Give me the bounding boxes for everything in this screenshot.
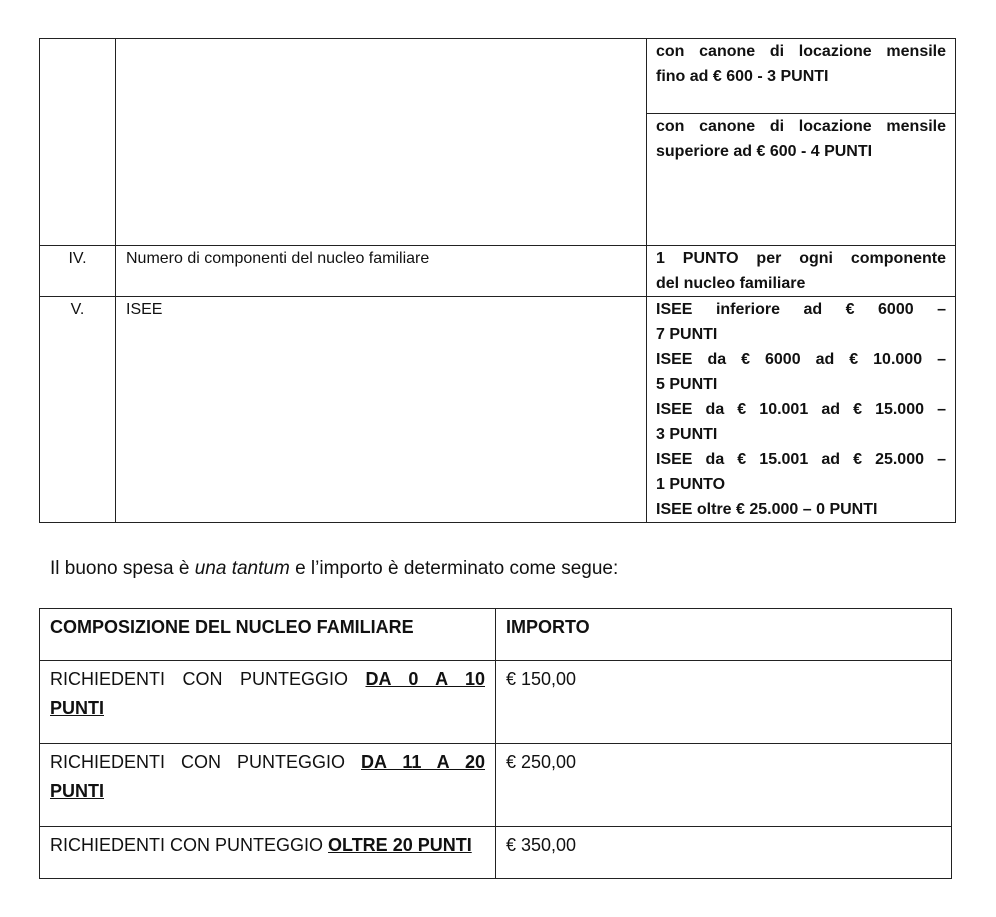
intro-text: e l’importo è determinato come segue: [289, 558, 619, 579]
points-line: ISEE inferiore ad € 6000 – [656, 301, 946, 318]
points-line: ISEE da € 15.001 ad € 25.000 – [656, 451, 946, 468]
row-label-cell [116, 39, 647, 246]
points-line: fino ad € 600 - 3 PUNTI [656, 68, 829, 85]
score-range: OLTRE 20 PUNTI [328, 835, 472, 855]
points-cell [647, 114, 956, 246]
score-range: DA 11 A 20 [361, 752, 486, 772]
composition-line [50, 665, 485, 694]
points-line: ISEE da € 10.001 ad € 15.000 – [656, 401, 946, 418]
composition-line [50, 748, 485, 777]
table-row [40, 827, 952, 879]
points-line: 3 PUNTI [656, 426, 718, 443]
table-header-row [40, 609, 952, 661]
table-row [40, 661, 952, 744]
column-header: COMPOSIZIONE DEL NUCLEO FAMILIARE [40, 609, 496, 661]
points-line: superiore ad € 600 - 4 PUNTI [656, 143, 873, 160]
score-range-suffix: PUNTI [50, 781, 104, 801]
points-line: 7 PUNTI [656, 326, 718, 343]
row-label-cell: ISEE [116, 297, 647, 523]
points-line: del nucleo familiare [656, 275, 806, 292]
intro-text: Il buono spesa è [50, 558, 195, 579]
points-line: con canone di locazione mensile [656, 118, 946, 135]
column-header: IMPORTO [496, 609, 952, 661]
points-line: 1 PUNTO [656, 476, 726, 493]
points-cell [647, 39, 956, 114]
row-number-cell: IV. [40, 246, 116, 297]
amount-cell: € 150,00 [496, 661, 952, 744]
composition-cell [40, 827, 496, 879]
table-row [40, 297, 956, 523]
score-range-suffix: PUNTI [50, 698, 104, 718]
criteria-table [39, 38, 956, 523]
composition-prefix: RICHIEDENTI CON PUNTEGGIO [50, 752, 345, 772]
table-row [40, 39, 956, 114]
intro-italic: una tantum [194, 558, 290, 579]
amount-cell: € 250,00 [496, 744, 952, 827]
points-line: ISEE da € 6000 ad € 10.000 – [656, 351, 946, 368]
score-range: DA 0 A 10 [365, 669, 485, 689]
row-number-cell [40, 39, 116, 246]
amount-table [39, 608, 952, 879]
amount-cell: € 350,00 [496, 827, 952, 879]
points-line: con canone di locazione mensile [656, 43, 946, 60]
points-line: ISEE oltre € 25.000 – 0 PUNTI [656, 501, 878, 518]
row-label-cell: Numero di componenti del nucleo familiare [116, 246, 647, 297]
table-row [40, 246, 956, 297]
composition-cell [40, 744, 496, 827]
row-number-cell: V. [40, 297, 116, 523]
composition-prefix: RICHIEDENTI CON PUNTEGGIO [50, 835, 324, 855]
intro-paragraph [50, 558, 618, 580]
points-line: 5 PUNTI [656, 376, 718, 393]
points-line: 1 PUNTO per ogni componente [656, 250, 946, 267]
composition-prefix: RICHIEDENTI CON PUNTEGGIO [50, 669, 348, 689]
table-row [40, 744, 952, 827]
composition-cell [40, 661, 496, 744]
points-cell [647, 246, 956, 297]
points-cell [647, 297, 956, 523]
